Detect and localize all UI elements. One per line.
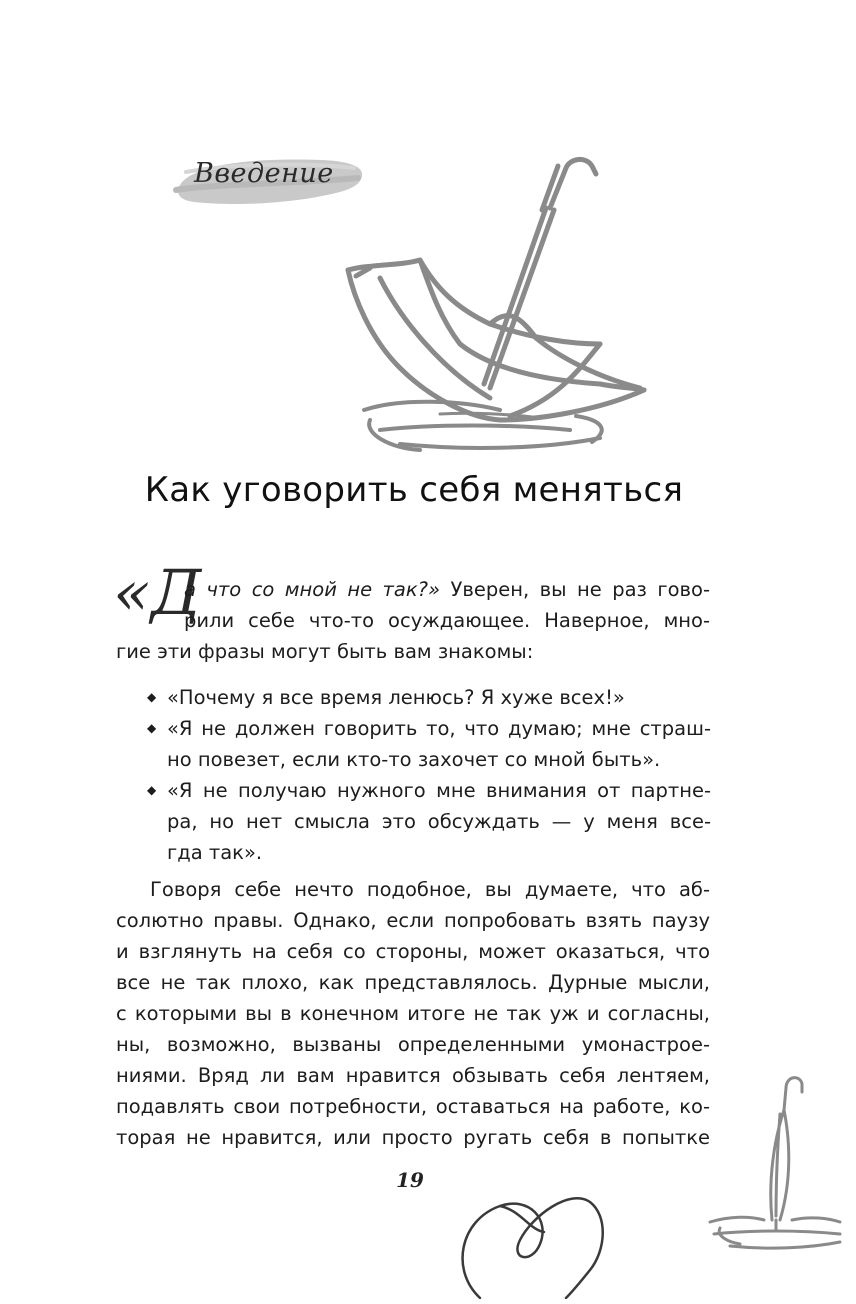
paragraph-line: Говоря себе нечто подобное, вы думаете, что аб- [150,878,710,901]
paragraph-line: все не так плохо, как представлялось. Дурные мысли, [116,971,710,994]
paragraph-line: торая не нравится, или просто ругать себя в попытке [116,1126,710,1149]
intro-paragraph [116,574,710,667]
intro-quote: а что со мной не так?» [184,578,441,601]
closed-umbrella-icon [700,1070,850,1255]
list-item-line: «Почему я все время ленюсь? Я хуже всех!» [167,686,625,709]
body-paragraph [116,874,710,1153]
diamond-bullet-icon: ◆ [147,690,157,704]
list-item [147,682,711,713]
list-item-line: но повезет, если кто-то захочет со мной быть». [167,748,661,771]
section-label [172,148,368,212]
drop-cap: «Д [113,556,202,629]
paragraph-line: ны, возможно, вызваны определенными умонастрое- [116,1033,710,1056]
umbrella-in-puddle-icon [340,148,660,463]
intro-line-2: рили себе что-то осуждающее. Наверное, мно- [184,609,710,632]
list-item-line: гда так». [167,841,263,864]
diamond-bullet-icon: ◆ [147,783,157,797]
diamond-bullet-icon: ◆ [147,721,157,735]
list-item-line: ра, но нет смысла это обсуждать — у меня все- [167,810,711,833]
paragraph-line: с которыми вы в конечном итоге не так уж и согласны, [116,1002,710,1025]
paragraph-line: и взглянуть на себя со стороны, может оказаться, что [116,940,710,963]
intro-line-1 [116,574,710,605]
quote-list [147,682,711,868]
paragraph-line: солютно правы. Однако, если попробовать взять паузу [116,909,710,932]
list-item-line: «Я не должен говорить то, что думаю; мне страш- [167,717,711,740]
intro-line-1-rest: Уверен, вы не раз гово- [440,578,710,601]
chapter-title: Как уговорить себя меняться [144,470,684,510]
paragraph-line: ниями. Вряд ли вам нравится обзывать себя лентяем, [116,1064,710,1087]
list-item-line: «Я не получаю нужного мне внимания от партне- [167,779,711,802]
intro-line-3: гие эти фразы могут быть вам знакомы: [116,640,534,663]
doodle-blob-icon [440,1180,610,1304]
page-number: 19 [396,1168,424,1192]
list-item [147,775,711,868]
section-label-text: Введение [194,158,334,189]
paragraph-line: подавлять свои потребности, оставаться на работе, ко- [116,1095,710,1118]
list-item [147,713,711,775]
